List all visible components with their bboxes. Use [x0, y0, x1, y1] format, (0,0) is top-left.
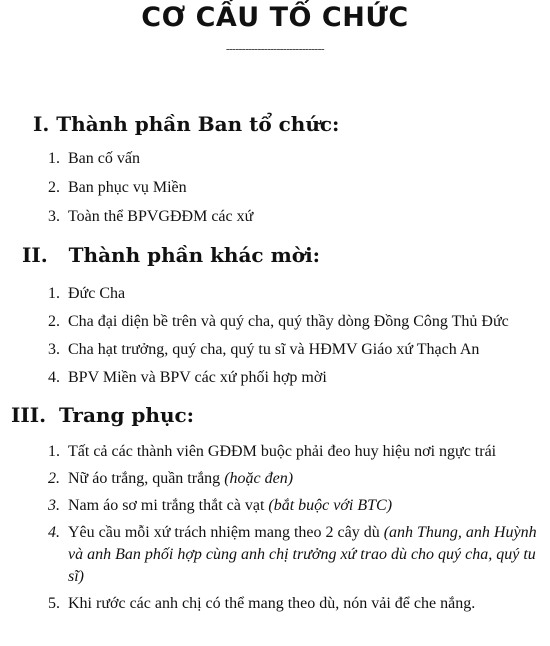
list-item	[0, 522, 548, 588]
section-heading-3	[11, 403, 194, 427]
list-marker: 3.	[48, 208, 60, 225]
section-1-list	[0, 148, 548, 228]
list-item	[0, 311, 548, 333]
list-item	[0, 177, 548, 199]
list-item	[0, 339, 548, 361]
list-item	[0, 495, 548, 517]
section-heading-1	[33, 112, 339, 136]
list-item-text: Cha hạt trưởng, quý cha, quý tu sĩ và HĐMV Giáo xứ Thạch An	[68, 341, 480, 358]
list-item-text: Nữ áo trắng, quần trắng	[68, 470, 225, 487]
section-title: Thành phần Ban tổ chức:	[56, 112, 340, 136]
section-2-list	[0, 283, 548, 389]
list-item-text: Yêu cầu mỗi xứ trách nhiệm mang theo 2 cây dù	[68, 524, 384, 541]
list-item-text: Ban phục vụ Miền	[68, 179, 187, 196]
list-marker: 4.	[48, 524, 60, 541]
section-title: Trang phục:	[59, 403, 195, 427]
section-number: III.	[11, 403, 47, 427]
list-item	[0, 367, 548, 389]
list-item-text: Khi rước các anh chị có thể mang theo dù, nón vải để che nắng.	[68, 595, 476, 612]
list-marker: 1.	[48, 150, 60, 167]
section-number: I.	[33, 112, 50, 136]
list-item	[0, 206, 548, 228]
list-item-text: Ban cố vấn	[68, 150, 140, 167]
list-marker: 3.	[48, 497, 60, 514]
page-title: CƠ CẤU TỔ CHỨC	[141, 2, 409, 33]
section-number: II.	[22, 243, 48, 267]
section-heading-2	[22, 243, 320, 267]
list-marker: 2.	[48, 470, 60, 487]
list-item	[0, 441, 548, 463]
list-item-note: (anh Thung, anh Huỳnh và anh Ban phối hợp cùng anh chị trưởng xứ trao dù cho quý cha, quý tu sĩ)	[68, 524, 537, 585]
list-item	[0, 593, 548, 615]
section-title: Thành phần khác mời:	[68, 243, 321, 267]
list-item-text: Đức Cha	[68, 285, 126, 302]
list-marker: 3.	[48, 341, 60, 358]
list-item-text: Nam áo sơ mi trắng thắt cà vạt	[68, 497, 269, 514]
list-item	[0, 148, 548, 170]
list-marker: 4.	[48, 369, 60, 386]
list-marker: 2.	[48, 313, 60, 330]
list-item-text: BPV Miền và BPV các xứ phối hợp mời	[68, 369, 327, 386]
list-marker: 5.	[48, 595, 60, 612]
list-item	[0, 468, 548, 490]
list-item-note: (hoặc đen)	[224, 470, 294, 487]
list-item-text: Tất cả các thành viên GĐĐM buộc phải đeo huy hiệu nơi ngực trái	[68, 443, 497, 460]
list-marker: 1.	[48, 285, 60, 302]
list-marker: 1.	[48, 443, 60, 460]
list-item-note: (bắt buộc với BTC)	[268, 497, 393, 514]
list-item-text: Toàn thể BPVGĐĐM các xứ	[68, 208, 254, 225]
list-item	[0, 283, 548, 305]
title-divider: -------------------------------	[225, 43, 325, 55]
list-item-text: Cha đại diện bề trên và quý cha, quý thầy dòng Đồng Công Thủ Đức	[68, 313, 509, 330]
section-3-list	[0, 441, 548, 615]
list-marker: 2.	[48, 179, 60, 196]
